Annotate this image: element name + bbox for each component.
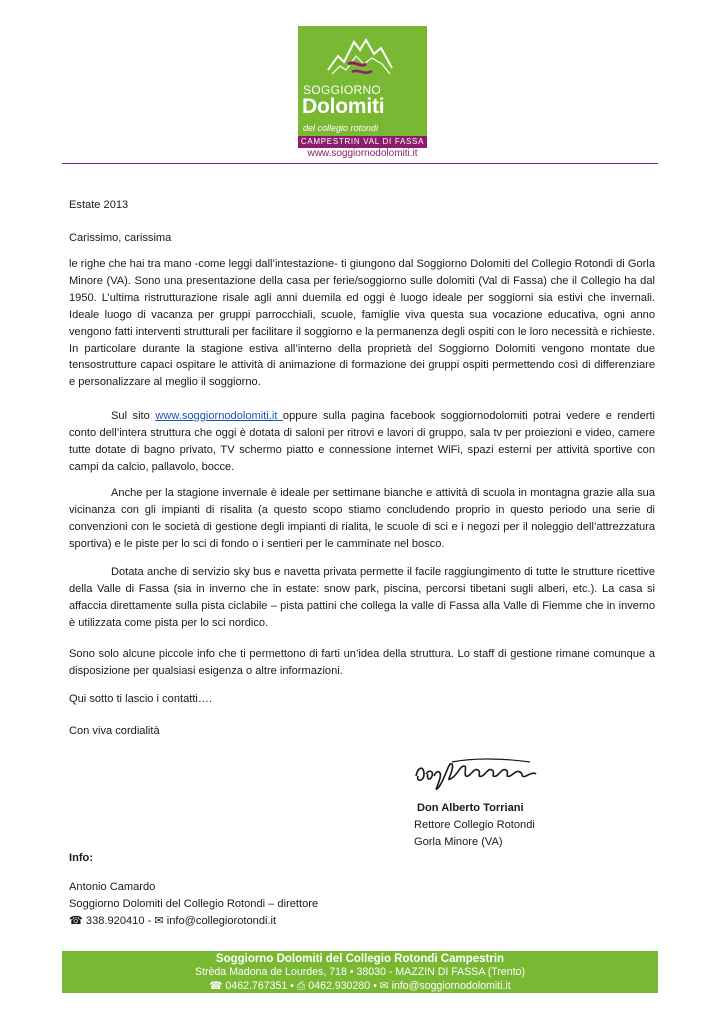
contact-line: [69, 913, 318, 930]
footer-bar: [62, 951, 658, 993]
footer-fax: 0462.930280 •: [305, 979, 380, 992]
contacts-intro: Qui sotto ti lascio i contatti….: [69, 693, 213, 705]
paragraph-info: Sono solo alcune piccole info che ti permettono di farti un’idea della struttura. Lo staff di gestione rimane comunque a disposizione per qualsiasi esigenza o altre informazioni.: [69, 648, 655, 677]
header-divider: [62, 163, 658, 164]
footer-tel: 0462.767351 •: [222, 979, 297, 992]
logo-band: CAMPESTRIN VAL DI FASSA: [298, 136, 427, 148]
logo-line-dolomiti: Dolomiti: [302, 95, 385, 118]
email-icon: ✉: [379, 979, 389, 992]
signer-name: Don Alberto Torriani: [417, 802, 524, 814]
handwritten-signature: [412, 752, 542, 796]
signer-place: Gorla Minore (VA): [414, 836, 503, 848]
header-website[interactable]: www.soggiornodolomiti.it: [307, 148, 418, 159]
email-icon: ✉: [154, 915, 164, 927]
paragraph-website-prefix: Sul sito: [111, 410, 156, 422]
paragraph-website: [69, 408, 655, 476]
footer-title: Soggiorno Dolomiti del Collegio Rotondi Campestrin: [215, 953, 505, 965]
telephone-icon: ☎: [209, 979, 223, 992]
footer-email[interactable]: info@soggiornodolomiti.it: [388, 979, 511, 992]
signature-block: [414, 800, 535, 851]
paragraph-intro: le righe che hai tra mano -come leggi dall’intestazione- ti giungono dal Soggiorno Dolomiti del Collegio Rotondi di Gorla Minore (VA). Sono una presentazione della casa per ferie/soggiorno sulle dolomiti (Val di Fassa) che il Collegio ha dal 1950. L’ultima ristrutturazione risale agli anni duemila ed oggi è luogo ideale per soggiorni sia estivi che invernali. Ideale luogo di vacanza per gruppi parrocchiali, scuole, famiglie viva questa sua vocazione educativa, ogni anno vengono fatti interventi strutturali per facilitare il soggiorno e la permanenza degli ospiti con le loro necessità e richieste. In particolare durante la stagione estiva all’interno della proprietà del Soggiorno Dolomiti vengono montate due tensostrutture capaci ospitare le attività di animazione di formazione dei gruppi ospiti permettendo così di differenziare e personalizzare al meglio il soggiorno.: [69, 258, 655, 389]
paragraph-website-rest: oppure sulla pagina facebook soggiornodolomiti potrai vedere e renderti conto dell’intera struttura che oggi è dotata di saloni per ritrovi e lavori di gruppo, sala tv per proiezioni e video, camere tutte dotate di bagno privato, TV schermo piatto e connessione internet WiFi, spazi esterni per attività sportive con campi da calcio, pallavolo, bocce.: [69, 410, 656, 473]
logo: [298, 26, 427, 148]
telephone-icon: ☎: [69, 915, 83, 927]
fax-icon: ⎙: [296, 979, 306, 992]
paragraph-services: Dotata anche di servizio sky bus e navetta privata permette il facile raggiungimento di tutte le strutture ricettive della Valle di Fassa (sia in inverno che in estate: snow park, piscina, percorsi tibetani sugli alberi, etc.). La casa si affaccia direttamente sulla pista ciclabile – pista pattini che collega la valle di Fassa alla Valle di Fiemme che in inverno è utilizzata come pista per lo sci nordico.: [69, 566, 655, 629]
contact-email[interactable]: info@collegiorotondi.it: [163, 915, 277, 927]
logo-line-collegio: del collegio rotondi: [303, 123, 379, 133]
logo-line-soggiorno: SOGGIORNO: [303, 83, 382, 97]
contact-name: Antonio Camardo: [69, 881, 156, 893]
footer-address: Strèda Madona de Lourdes, 718 • 38030 - MAZZIN DI FASSA (Trento): [194, 966, 526, 978]
contact-role: Soggiorno Dolomiti del Collegio Rotondi – direttore: [69, 898, 319, 910]
contact-block: [69, 879, 318, 930]
mountain-icon: [326, 34, 396, 82]
letter-date: Estate 2013: [69, 199, 129, 211]
letter-closing: Con viva cordialità: [69, 725, 160, 737]
website-link[interactable]: www.soggiornodolomiti.it: [155, 410, 283, 422]
paragraph-winter: Anche per la stagione invernale è ideale per settimane bianche e attività di scuola in montagna grazie alla sua vicinanza con gli impianti di risalita (a questo scopo stiamo concludendo proprio in questo periodo una serie di convenzioni con le società di gestione degli impianti di rialita, le scuole di sci e i negozi per il noleggio dell’attrezzatura sportiva) e le piste per lo sci di fondo o i sentieri per le camminate nel bosco.: [69, 487, 655, 550]
contact-phone: 338.920410 -: [82, 915, 155, 927]
letter-greeting: Carissimo, carissima: [69, 232, 172, 244]
footer-contacts: [62, 980, 658, 994]
signer-role: Rettore Collegio Rotondi: [414, 819, 535, 831]
info-heading: Info:: [69, 852, 94, 864]
